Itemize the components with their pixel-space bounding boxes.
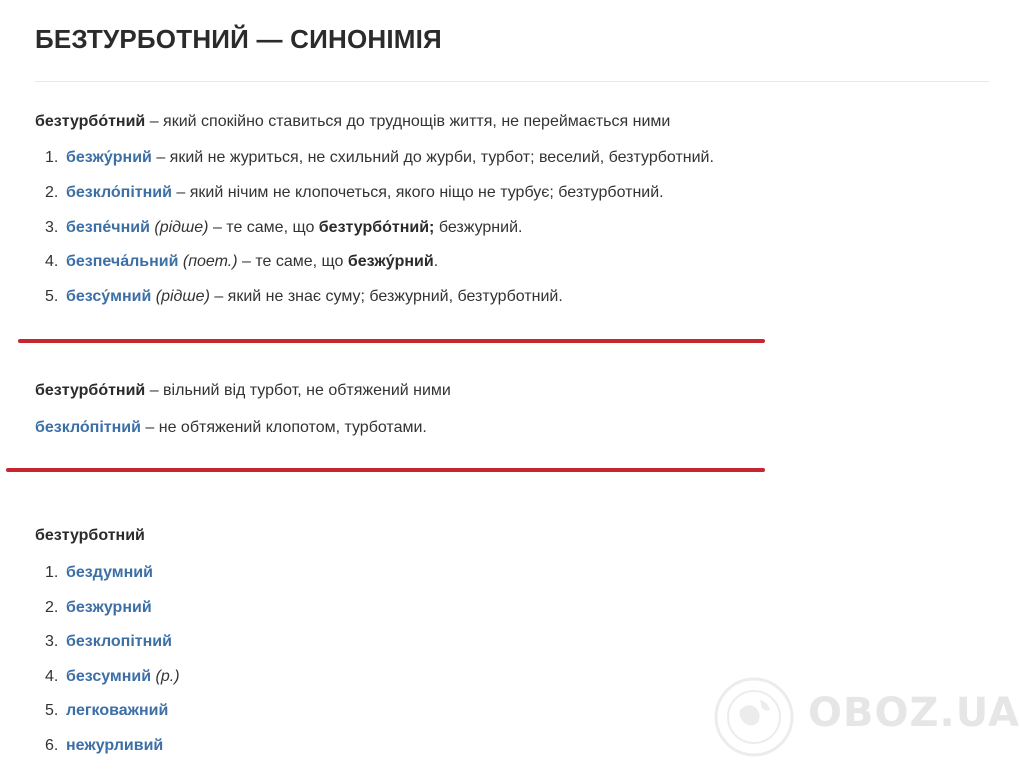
synonym-list-3 [35,563,180,771]
entry-2-header [35,381,451,401]
usage-note: (р.) [151,667,180,685]
headword-definition: – який спокійно ставиться до труднощів життя, не переймається ними [145,113,671,130]
synonym-link[interactable]: безкло́пітний [35,419,141,436]
entry-2-synonym [35,418,427,438]
item-number: 2. [45,183,59,201]
usage-note: (рідше) [149,218,209,236]
item-tail: . [433,253,439,271]
watermark-logo [712,672,1020,762]
list-item [35,598,180,618]
item-number: 4. [45,667,59,685]
synonym-link[interactable]: безжурний [66,598,152,616]
entry-1-header [35,112,670,132]
synonym-definition: – не обтяжений клопотом, турботами. [140,419,427,436]
list-item [35,252,714,272]
synonym-link[interactable]: безкло́пітний [66,183,172,201]
synonym-list-1 [35,148,714,322]
list-item [35,148,714,168]
item-number: 4. [45,253,59,271]
entry-3-header [35,526,145,546]
list-item [35,736,180,756]
synonym-link[interactable]: безжу́рний [66,149,152,166]
item-tail: безжурний. [434,218,523,236]
item-definition: – те саме, що [208,218,319,236]
item-number: 5. [45,288,59,306]
list-item [35,183,714,203]
item-number: 2. [45,598,59,616]
red-divider-2 [6,468,765,472]
synonym-link[interactable]: бездумний [66,564,153,581]
red-divider-1 [18,339,765,343]
synonym-link[interactable]: безклопітний [66,633,172,651]
usage-note: (поет.) [178,253,238,271]
list-item [35,218,714,238]
item-number: 1. [45,149,59,166]
item-number: 1. [45,564,59,581]
headword: безтурботний [35,527,145,544]
reference-word: безтурбо́тний; [318,218,435,236]
headword: безтурбо́тний [35,382,146,399]
watermark-text: OBOZ.UA [808,690,1020,736]
item-number: 3. [45,633,59,651]
item-definition: – який не журиться, не схильний до журби, турбот; веселий, безтурботний. [151,149,714,166]
headword: безтурбо́тний [35,113,146,130]
list-item [35,632,180,652]
synonym-link[interactable]: нежурливий [66,736,164,754]
synonym-link[interactable]: безпе́чний [66,218,150,236]
synonym-link[interactable]: безсумний [66,667,152,685]
item-number: 6. [45,736,59,754]
page-title: БЕЗТУРБОТНИЙ — СИНОНІМІЯ [35,24,442,54]
synonym-link[interactable]: безсу́мний [66,288,152,306]
list-item [35,667,180,687]
item-number: 5. [45,702,59,720]
item-definition: – який не знає суму; безжурний, безтурботний. [209,288,563,306]
item-definition: – який нічим не клопочеться, якого ніщо не турбує; безтурботний. [171,183,664,201]
globe-icon [712,672,802,762]
item-definition: – те саме, що [237,253,348,271]
usage-note: (рідше) [151,288,210,306]
headword-definition: – вільний від турбот, не обтяжений ними [145,382,451,399]
list-item [35,563,180,583]
reference-word: безжу́рний [347,253,434,271]
title-divider [35,81,989,82]
item-number: 3. [45,218,59,236]
list-item [35,287,714,307]
list-item [35,701,180,721]
synonym-link[interactable]: безпеча́льний [66,253,179,271]
synonym-link[interactable]: легковажний [66,702,169,720]
